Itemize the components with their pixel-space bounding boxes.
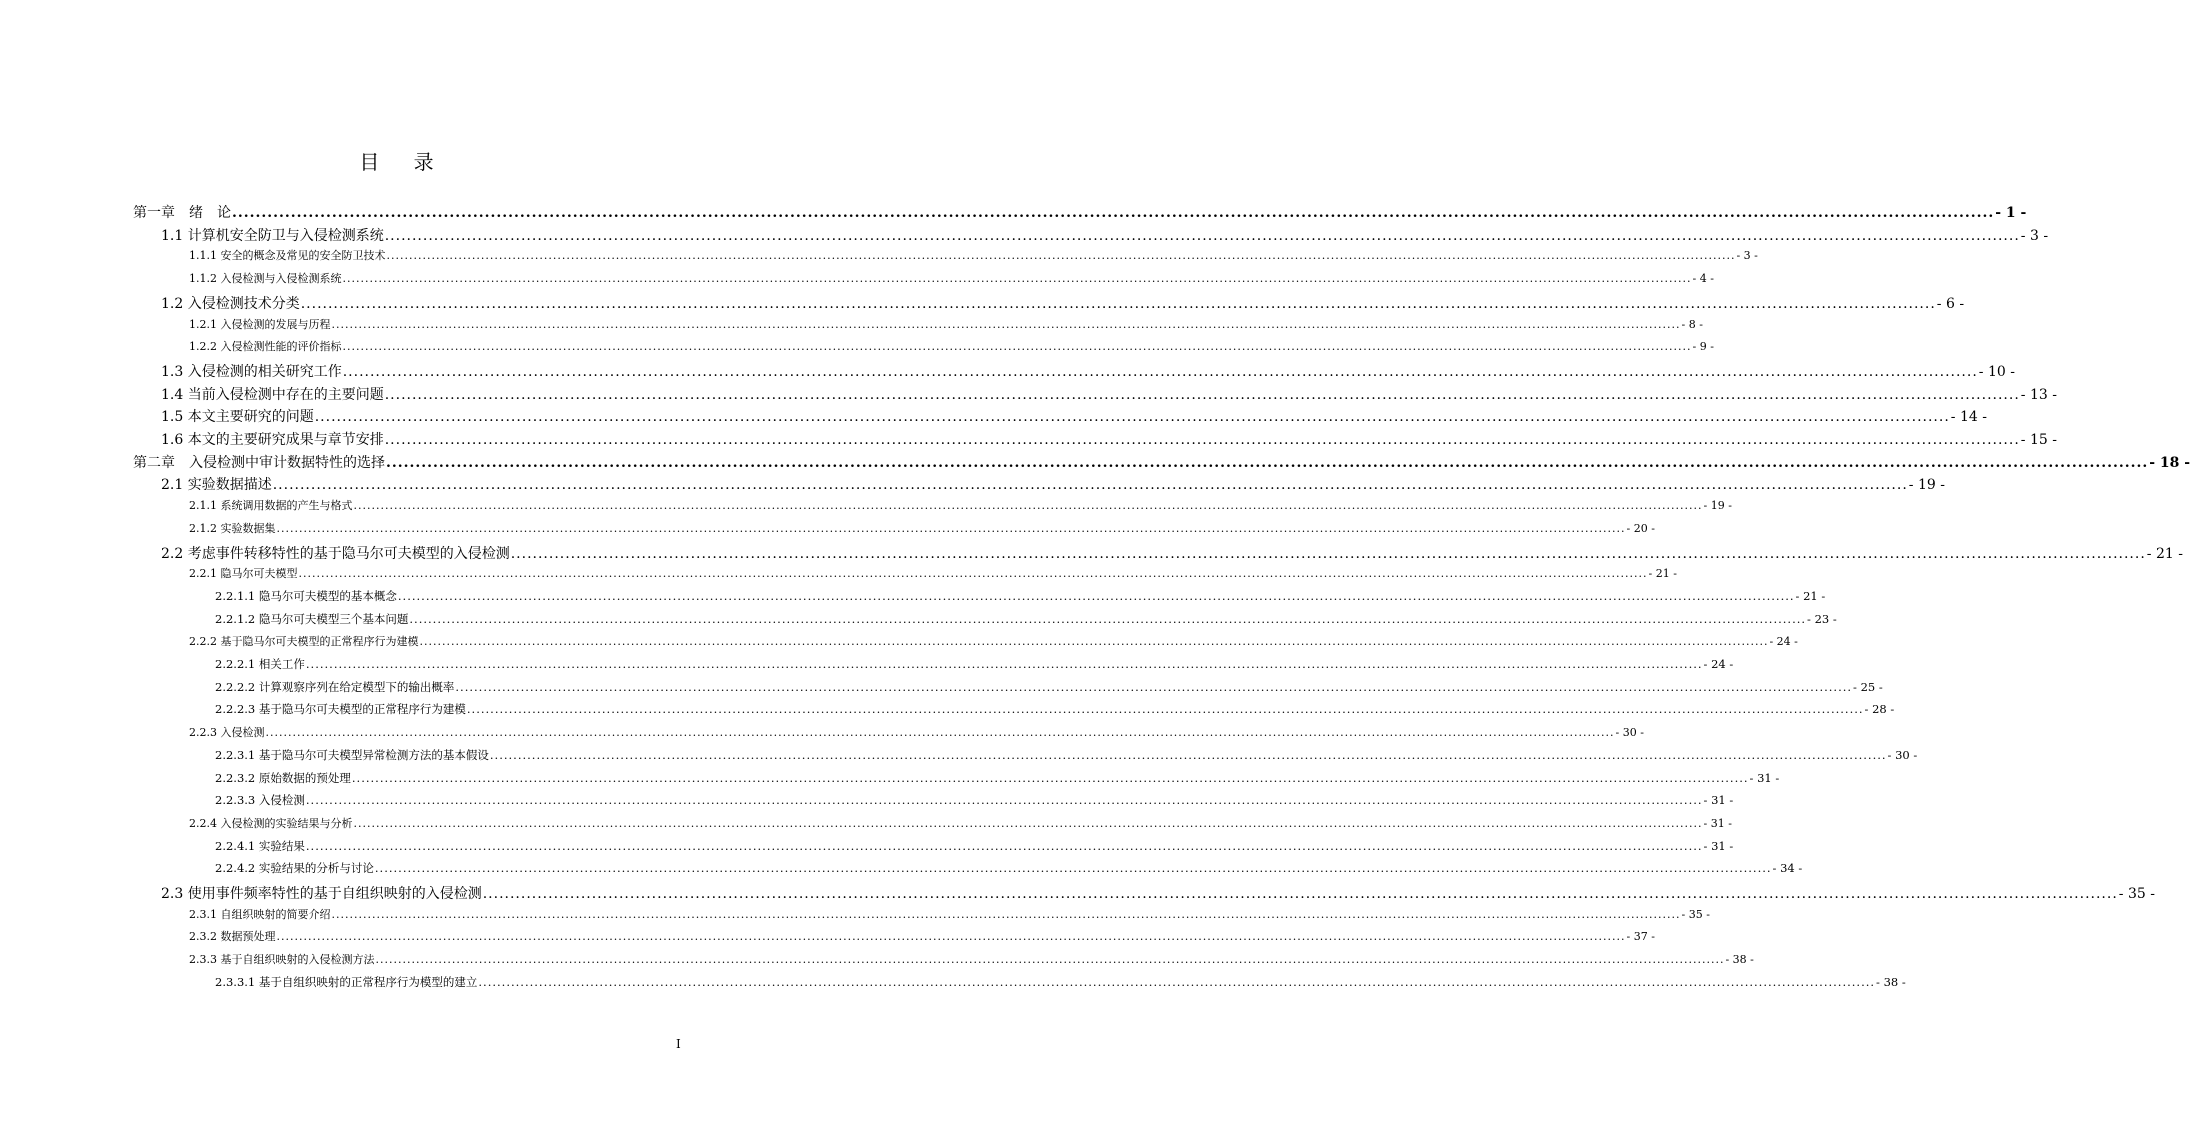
toc-leader-dots: ............................................................................................................................................................................................................................................................................................................ — [314, 409, 1950, 426]
toc-entry-title: 第二章 入侵检测中审计数据特性的选择 — [133, 454, 385, 471]
toc-leader-dots: ............................................................................................................................................................................................................................................................................................................ — [305, 838, 1703, 853]
toc-entry-title: 2.2.4.1 实验结果 — [215, 838, 305, 853]
toc-entry-level-2[interactable] — [189, 338, 1714, 354]
toc-entry-page: - 35 - — [2118, 886, 2155, 902]
toc-leader-dots: ............................................................................................................................................................................................................................................................................................................ — [305, 657, 1703, 671]
toc-leader-dots: ............................................................................................................................................................................................................................................................................................................ — [276, 930, 1626, 944]
toc-entry-level-1[interactable] — [161, 406, 1987, 426]
toc-entry-title: 2.2.4.2 实验结果的分析与讨论 — [215, 861, 374, 876]
toc-entry-title: 2.2.1 隐马尔可夫模型 — [189, 567, 298, 581]
toc-entry-page: - 30 - — [1887, 747, 1918, 762]
toc-entry-level-2[interactable] — [189, 815, 1732, 831]
toc-entry-page: - 20 - — [1626, 521, 1655, 535]
toc-entry-page: - 19 - — [1703, 499, 1732, 513]
toc-entry-title: 1.5 本文主要研究的问题 — [161, 409, 314, 426]
toc-entry-title: 2.2.2.2 计算观察序列在给定模型下的输出概率 — [215, 679, 455, 694]
toc-entry-level-1[interactable] — [161, 293, 1965, 313]
toc-entry-level-3[interactable] — [215, 747, 1918, 763]
toc-entry-page: - 34 - — [1772, 861, 1803, 876]
toc-entry-level-2[interactable] — [189, 951, 1754, 967]
toc-entry-page: - 24 - — [1703, 657, 1734, 671]
toc-entry-title: 1.1 计算机安全防卫与入侵检测系统 — [161, 227, 384, 244]
toc-entry-page: - 38 - — [1876, 974, 1906, 989]
toc-leader-dots: ............................................................................................................................................................................................................................................................................................................ — [331, 907, 1681, 921]
toc-entry-level-1[interactable] — [161, 474, 1945, 494]
toc-entry-title: 2.3.3.1 基于自组织映射的正常程序行为模型的建立 — [215, 974, 478, 989]
toc-entry-title: 2.3 使用事件频率特性的基于自组织映射的入侵检测 — [161, 886, 482, 902]
toc-entry-level-3[interactable] — [215, 611, 1837, 627]
toc-leader-dots: ............................................................................................................................................................................................................................................................................................................ — [455, 679, 1853, 694]
toc-entry-title: 2.2.4 入侵检测的实验结果与分析 — [189, 816, 353, 830]
toc-entry-level-0[interactable] — [133, 452, 2190, 472]
toc-entry-page: - 35 - — [1681, 907, 1710, 921]
toc-entry-level-3[interactable] — [215, 838, 1734, 854]
toc-entry-level-2[interactable] — [189, 724, 1644, 740]
toc-entry-page: - 28 - — [1864, 702, 1895, 717]
toc-entry-title: 2.3.2 数据预处理 — [189, 930, 276, 944]
toc-entry-page: - 8 - — [1681, 317, 1703, 331]
toc-leader-dots: ............................................................................................................................................................................................................................................................................................................ — [397, 588, 1795, 603]
toc-entry-page: - 21 - — [2146, 545, 2183, 562]
toc-entry-title: 2.2.3 入侵检测 — [189, 726, 265, 740]
toc-entry-level-3[interactable] — [215, 656, 1734, 672]
toc-entry-level-1[interactable] — [161, 543, 2183, 563]
toc-entry-level-2[interactable] — [189, 906, 1710, 922]
toc-leader-dots: ............................................................................................................................................................................................................................................................................................................ — [409, 611, 1807, 626]
toc-leader-dots: ............................................................................................................................................................................................................................................................................................................ — [342, 272, 1692, 286]
toc-entry-title: 2.2 考虑事件转移特性的基于隐马尔可夫模型的入侵检测 — [161, 545, 510, 562]
toc-leader-dots: ............................................................................................................................................................................................................................................................................................................ — [353, 499, 1703, 513]
toc-entry-title: 2.2.2 基于隐马尔可夫模型的正常程序行为建模 — [189, 635, 419, 649]
toc-entry-level-1[interactable] — [161, 429, 2057, 449]
toc-entry-level-3[interactable] — [215, 679, 1883, 695]
toc-entry-level-1[interactable] — [161, 883, 2155, 903]
toc-entry-title: 2.2.1.2 隐马尔可夫模型三个基本问题 — [215, 611, 409, 626]
toc-entry-page: - 31 - — [1749, 770, 1780, 785]
toc-entry-title: 1.2.2 入侵检测性能的评价指标 — [189, 340, 342, 354]
toc-leader-dots: ............................................................................................................................................................................................................................................................................................................ — [272, 477, 1908, 494]
toc-entry-level-2[interactable] — [189, 520, 1655, 536]
toc-entry-page: - 38 - — [1725, 953, 1754, 967]
toc-leader-dots: ............................................................................................................................................................................................................................................................................................................ — [386, 454, 2149, 471]
toc-entry-level-3[interactable] — [215, 588, 1826, 604]
toc-leader-dots: ............................................................................................................................................................................................................................................................................................................ — [510, 545, 2146, 562]
toc-entry-page: - 14 - — [1950, 409, 1987, 426]
toc-entry-page: - 37 - — [1626, 930, 1655, 944]
toc-entry-page: - 21 - — [1795, 588, 1826, 603]
toc-leader-dots: ............................................................................................................................................................................................................................................................................................................ — [331, 317, 1681, 331]
toc-leader-dots: ............................................................................................................................................................................................................................................................................................................ — [482, 886, 2118, 902]
toc-entry-title: 2.2.3.1 基于隐马尔可夫模型异常检测方法的基本假设 — [215, 747, 489, 762]
toc-leader-dots: ............................................................................................................................................................................................................................................................................................................ — [298, 567, 1648, 581]
toc-leader-dots: ............................................................................................................................................................................................................................................................................................................ — [276, 521, 1626, 535]
toc-leader-dots: ............................................................................................................................................................................................................................................................................................................ — [232, 205, 1995, 221]
toc-entry-level-2[interactable] — [189, 928, 1655, 944]
toc-leader-dots: ............................................................................................................................................................................................................................................................................................................ — [466, 702, 1864, 717]
toc-entry-level-2[interactable] — [189, 497, 1732, 513]
toc-entry-title: 2.2.3.3 入侵检测 — [215, 793, 305, 808]
toc-entry-page: - 19 - — [1908, 477, 1945, 494]
toc-entry-level-1[interactable] — [161, 225, 2049, 245]
toc-entry-level-2[interactable] — [189, 565, 1677, 581]
toc-entry-title: 2.2.1.1 隐马尔可夫模型的基本概念 — [215, 588, 397, 603]
toc-leader-dots: ............................................................................................................................................................................................................................................................................................................ — [384, 432, 2020, 448]
toc-entry-page: - 24 - — [1769, 635, 1798, 649]
toc-entry-page: - 25 - — [1853, 679, 1883, 694]
toc-entry-page: - 9 - — [1692, 340, 1714, 354]
toc-entry-page: - 15 - — [2020, 432, 2057, 448]
toc-entry-title: 第一章 绪 论 — [133, 205, 231, 221]
toc-entry-level-3[interactable] — [215, 770, 1780, 786]
toc-leader-dots: ............................................................................................................................................................................................................................................................................................................ — [419, 635, 1769, 649]
toc-entry-title: 1.2 入侵检测技术分类 — [161, 295, 300, 312]
toc-entry-level-3[interactable] — [215, 792, 1734, 808]
toc-entry-title: 2.3.1 自组织映射的简要介绍 — [189, 907, 331, 921]
page-number: I — [676, 1037, 681, 1051]
toc-entry-page: - 31 - — [1703, 793, 1734, 808]
toc-leader-dots: ............................................................................................................................................................................................................................................................................................................ — [375, 953, 1725, 967]
toc-entry-title: 1.6 本文的主要研究成果与章节安排 — [161, 432, 384, 448]
toc-entry-level-1[interactable] — [161, 384, 2057, 404]
toc-entry-title: 1.1.1 安全的概念及常见的安全防卫技术 — [189, 249, 386, 263]
toc-leader-dots: ............................................................................................................................................................................................................................................................................................................ — [265, 726, 1615, 740]
toc-entry-title: 2.2.2.1 相关工作 — [215, 657, 305, 671]
toc-entry-title: 1.4 当前入侵检测中存在的主要问题 — [161, 386, 384, 403]
toc-entry-page: - 3 - — [1736, 249, 1758, 263]
toc-entry-page: - 10 - — [1978, 363, 2015, 380]
toc-leader-dots: ............................................................................................................................................................................................................................................................................................................ — [342, 340, 1692, 354]
toc-entry-page: - 23 - — [1807, 611, 1837, 626]
toc-entry-level-3[interactable] — [215, 701, 1895, 717]
toc-entry-level-3[interactable] — [215, 974, 1906, 990]
toc-leader-dots: ............................................................................................................................................................................................................................................................................................................ — [489, 747, 1887, 762]
toc-entry-page: - 1 - — [1995, 205, 2027, 221]
toc-entry-title: 2.1.1 系统调用数据的产生与格式 — [189, 499, 353, 513]
toc-entry-page: - 6 - — [1936, 295, 1965, 312]
toc-leader-dots: ............................................................................................................................................................................................................................................................................................................ — [374, 861, 1772, 876]
toc-leader-dots: ............................................................................................................................................................................................................................................................................................................ — [478, 974, 1876, 989]
toc-leader-dots: ............................................................................................................................................................................................................................................................................................................ — [305, 793, 1703, 808]
toc-leader-dots: ............................................................................................................................................................................................................................................................................................................ — [386, 249, 1736, 263]
toc-entry-title: 2.1.2 实验数据集 — [189, 521, 276, 535]
toc-entry-level-2[interactable] — [189, 270, 1714, 286]
toc-entry-page: - 4 - — [1692, 272, 1714, 286]
toc-entry-title: 1.3 入侵检测的相关研究工作 — [161, 363, 342, 380]
toc-entry-page: - 13 - — [2020, 386, 2057, 403]
toc-leader-dots: ............................................................................................................................................................................................................................................................................................................ — [351, 770, 1749, 785]
toc-entry-title: 2.2.2.3 基于隐马尔可夫模型的正常程序行为建模 — [215, 702, 466, 717]
toc-leader-dots: ............................................................................................................................................................................................................................................................................................................ — [300, 295, 1936, 312]
toc-entry-title: 2.3.3 基于自组织映射的入侵检测方法 — [189, 953, 375, 967]
toc-entry-level-0[interactable] — [133, 202, 2027, 222]
toc-entry-page: - 3 - — [2020, 227, 2049, 244]
toc-entry-title: 2.1 实验数据描述 — [161, 477, 272, 494]
toc-leader-dots: ............................................................................................................................................................................................................................................................................................................ — [353, 816, 1703, 830]
toc-entry-page: - 21 - — [1648, 567, 1677, 581]
toc-entry-level-2[interactable] — [189, 247, 1758, 263]
toc-leader-dots: ............................................................................................................................................................................................................................................................................................................ — [384, 227, 2020, 244]
toc-entry-page: - 30 - — [1615, 726, 1644, 740]
toc-entry-level-2[interactable] — [189, 633, 1798, 649]
toc-entry-level-3[interactable] — [215, 860, 1803, 876]
toc-leader-dots: ............................................................................................................................................................................................................................................................................................................ — [342, 363, 1978, 380]
toc-entry-page: - 31 - — [1703, 816, 1732, 830]
toc-entry-level-2[interactable] — [189, 316, 1703, 332]
toc-title: 目 录 — [359, 150, 448, 174]
toc-entry-title: 1.2.1 入侵检测的发展与历程 — [189, 317, 331, 331]
toc-entry-page: - 31 - — [1703, 838, 1734, 853]
toc-entry-page: - 18 - — [2149, 454, 2190, 471]
toc-entry-level-1[interactable] — [161, 361, 2015, 381]
toc-entry-title: 2.2.3.2 原始数据的预处理 — [215, 770, 351, 785]
toc-entry-title: 1.1.2 入侵检测与入侵检测系统 — [189, 272, 342, 286]
toc-leader-dots: ............................................................................................................................................................................................................................................................................................................ — [384, 386, 2020, 403]
